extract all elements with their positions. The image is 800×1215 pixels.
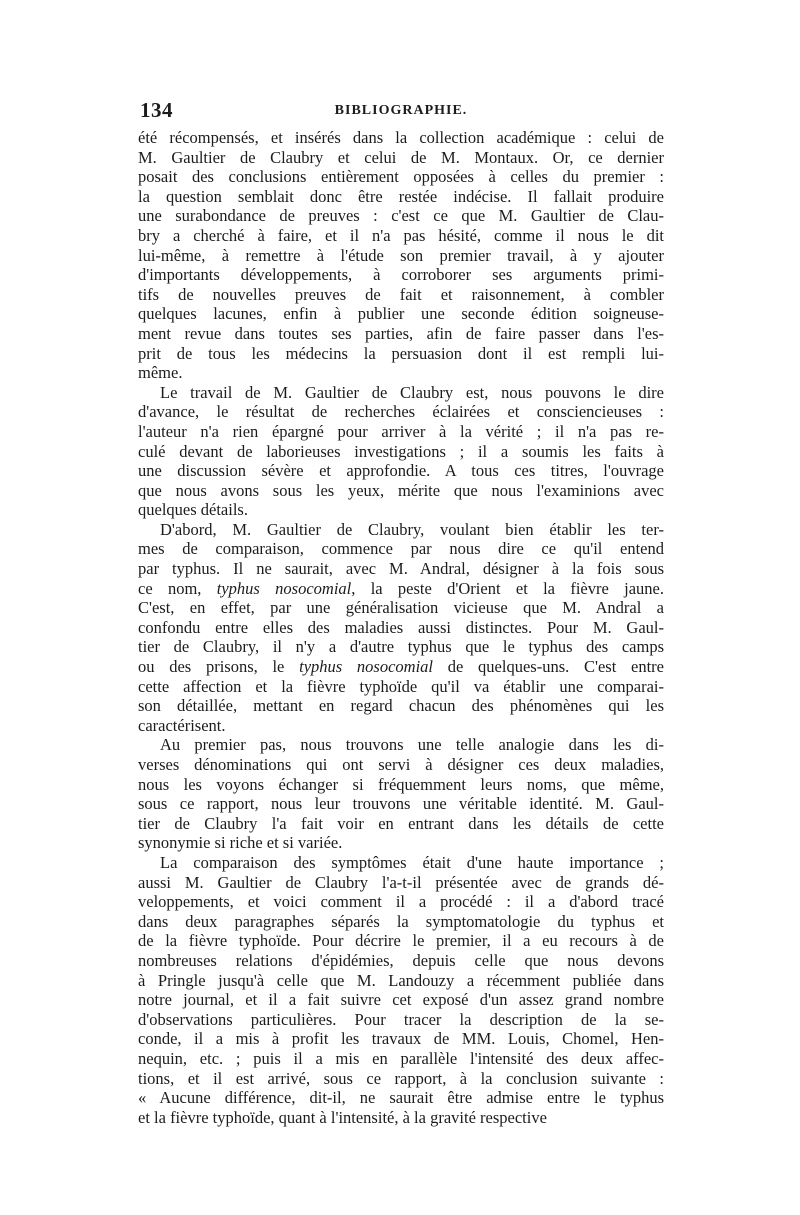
text-line: la question semblait donc être restée indécise. Il fallait produire <box>138 186 664 206</box>
text-line: nombreuses relations d'épidémies, depuis celle que nous devons <box>138 950 664 970</box>
text-line: confondu entre elles des maladies aussi distinctes. Pour M. Gaul- <box>138 617 664 637</box>
paragraph <box>138 735 664 853</box>
text-line: ment revue dans toutes ses parties, afin de faire passer dans l'es- <box>138 323 664 343</box>
italic-term: typhus nosocomial <box>216 578 352 598</box>
text-line: verses dénominations qui ont servi à désigner ces deux maladies, <box>138 755 664 774</box>
text-line: C'est, en effet, par une généralisation vicieuse que M. Andral a <box>138 598 664 618</box>
text-line: nequin, etc. ; puis il a mis en parallèle l'intensité des deux affec- <box>138 1048 664 1068</box>
text-line: été récompensés, et insérés dans la collection académique : celui de <box>138 128 664 147</box>
text-line: et la fièvre typhoïde, quant à l'intensité, à la gravité respective <box>138 1107 547 1127</box>
text-line: conde, il a mis à profit les travaux de MM. Louis, Chomel, Hen- <box>138 1029 664 1049</box>
text-line: ce nom, typhus nosocomial, la peste d'Orient et la fièvre jaune. <box>138 578 664 598</box>
text-line: tier de Claubry, il n'y a d'autre typhus que le typhus des camps <box>138 637 664 657</box>
text-line: veloppements, et voici comment il a procédé : il a d'abord tracé <box>138 892 664 912</box>
italic-term: typhus nosocomial <box>299 657 434 677</box>
page-number: 134 <box>140 98 173 122</box>
text-line: notre journal, et il a fait suivre cet exposé d'un assez grand nombre <box>138 990 664 1010</box>
text-line: synonymie si riche et si variée. <box>138 833 343 853</box>
text-line: culé devant de laborieuses investigations ; il a soumis les faits à <box>138 441 664 461</box>
text-line: tier de Claubry l'a fait voir en entrant dans les détails de cette <box>138 813 664 833</box>
paragraph <box>138 520 664 736</box>
text-line: « Aucune différence, dit-il, ne saurait être admise entre le typhus <box>138 1088 664 1108</box>
text-line: cette affection et la fièvre typhoïde qu'il va établir une comparai- <box>138 676 664 696</box>
text-line: D'abord, M. Gaultier de Claubry, voulant bien établir les ter- <box>160 519 664 539</box>
text-line: ou des prisons, le typhus nosocomial de quelques-uns. C'est entre <box>138 657 664 677</box>
text-line: de la fièvre typhoïde. Pour décrire le premier, il a eu recours à de <box>138 931 664 951</box>
text-line: d'observations particulières. Pour tracer la description de la se- <box>138 1009 664 1029</box>
text-line: sous ce rapport, nous leur trouvons une véritable identité. M. Gaul- <box>138 794 664 814</box>
text-line: que nous avons sous les yeux, mérite que nous l'examinions avec <box>138 480 664 500</box>
paragraph <box>138 128 664 383</box>
book-page <box>138 98 664 1127</box>
text-line: d'avance, le résultat de recherches éclairées et consciencieuses : <box>138 402 664 422</box>
text-line: tifs de nouvelles preuves de fait et raisonnement, à combler <box>138 284 664 304</box>
text-line: une surabondance de preuves : c'est ce que M. Gaultier de Clau- <box>138 206 664 226</box>
text-line: Au premier pas, nous trouvons une telle analogie dans les di- <box>160 735 664 755</box>
running-title: BIBLIOGRAPHIE. <box>334 103 468 118</box>
text-line: à Pringle jusqu'à celle que M. Landouzy a récemment publiée dans <box>138 970 664 990</box>
text-line: l'auteur n'a rien épargné pour arriver à la vérité ; il n'a pas re- <box>138 421 664 441</box>
text-line: M. Gaultier de Claubry et celui de M. Montaux. Or, ce dernier <box>138 147 664 167</box>
text-line: Le travail de M. Gaultier de Claubry est, nous pouvons le dire <box>160 382 664 402</box>
text-line: posait des conclusions entièrement opposées à celles du premier : <box>138 167 664 187</box>
text-line: même. <box>138 363 183 383</box>
text-line: d'importants développements, à corroborer ses arguments primi- <box>138 265 664 285</box>
text-line: une discussion sévère et approfondie. A tous ces titres, l'ouvrage <box>138 461 664 481</box>
body-text <box>138 128 664 1127</box>
text-line: tions, et il est arrivé, sous ce rapport, à la conclusion suivante : <box>138 1068 664 1088</box>
text-line: son détaillée, mettant en regard chacun des phénomènes qui les <box>138 696 664 716</box>
text-line: quelques détails. <box>138 500 248 520</box>
text-line: aussi M. Gaultier de Claubry l'a-t-il présentée avec de grands dé- <box>138 872 664 892</box>
text-line: bry a cherché à faire, et il n'a pas hésité, comme il nous le dit <box>138 225 664 245</box>
paragraph <box>138 383 664 520</box>
text-line: mes de comparaison, commence par nous dire ce qu'il entend <box>138 539 664 559</box>
text-line: par typhus. Il ne saurait, avec M. Andral, désigner à la fois sous <box>138 559 664 579</box>
text-line: lui-même, à remettre à l'étude son premier travail, à y ajouter <box>138 245 664 265</box>
text-line: caractérisent. <box>138 715 226 735</box>
text-line: nous les voyons échanger si fréquemment leurs noms, que même, <box>138 774 664 794</box>
text-line: quelques lacunes, enfin à publier une seconde édition soigneuse- <box>138 304 664 324</box>
text-line: prit de tous les médecins la persuasion dont il est rempli lui- <box>138 343 664 363</box>
paragraph <box>138 853 664 1127</box>
text-line: La comparaison des symptômes était d'une haute importance ; <box>160 852 664 872</box>
running-head <box>138 98 664 128</box>
text-line: dans deux paragraphes séparés la symptomatologie du typhus et <box>138 911 664 931</box>
